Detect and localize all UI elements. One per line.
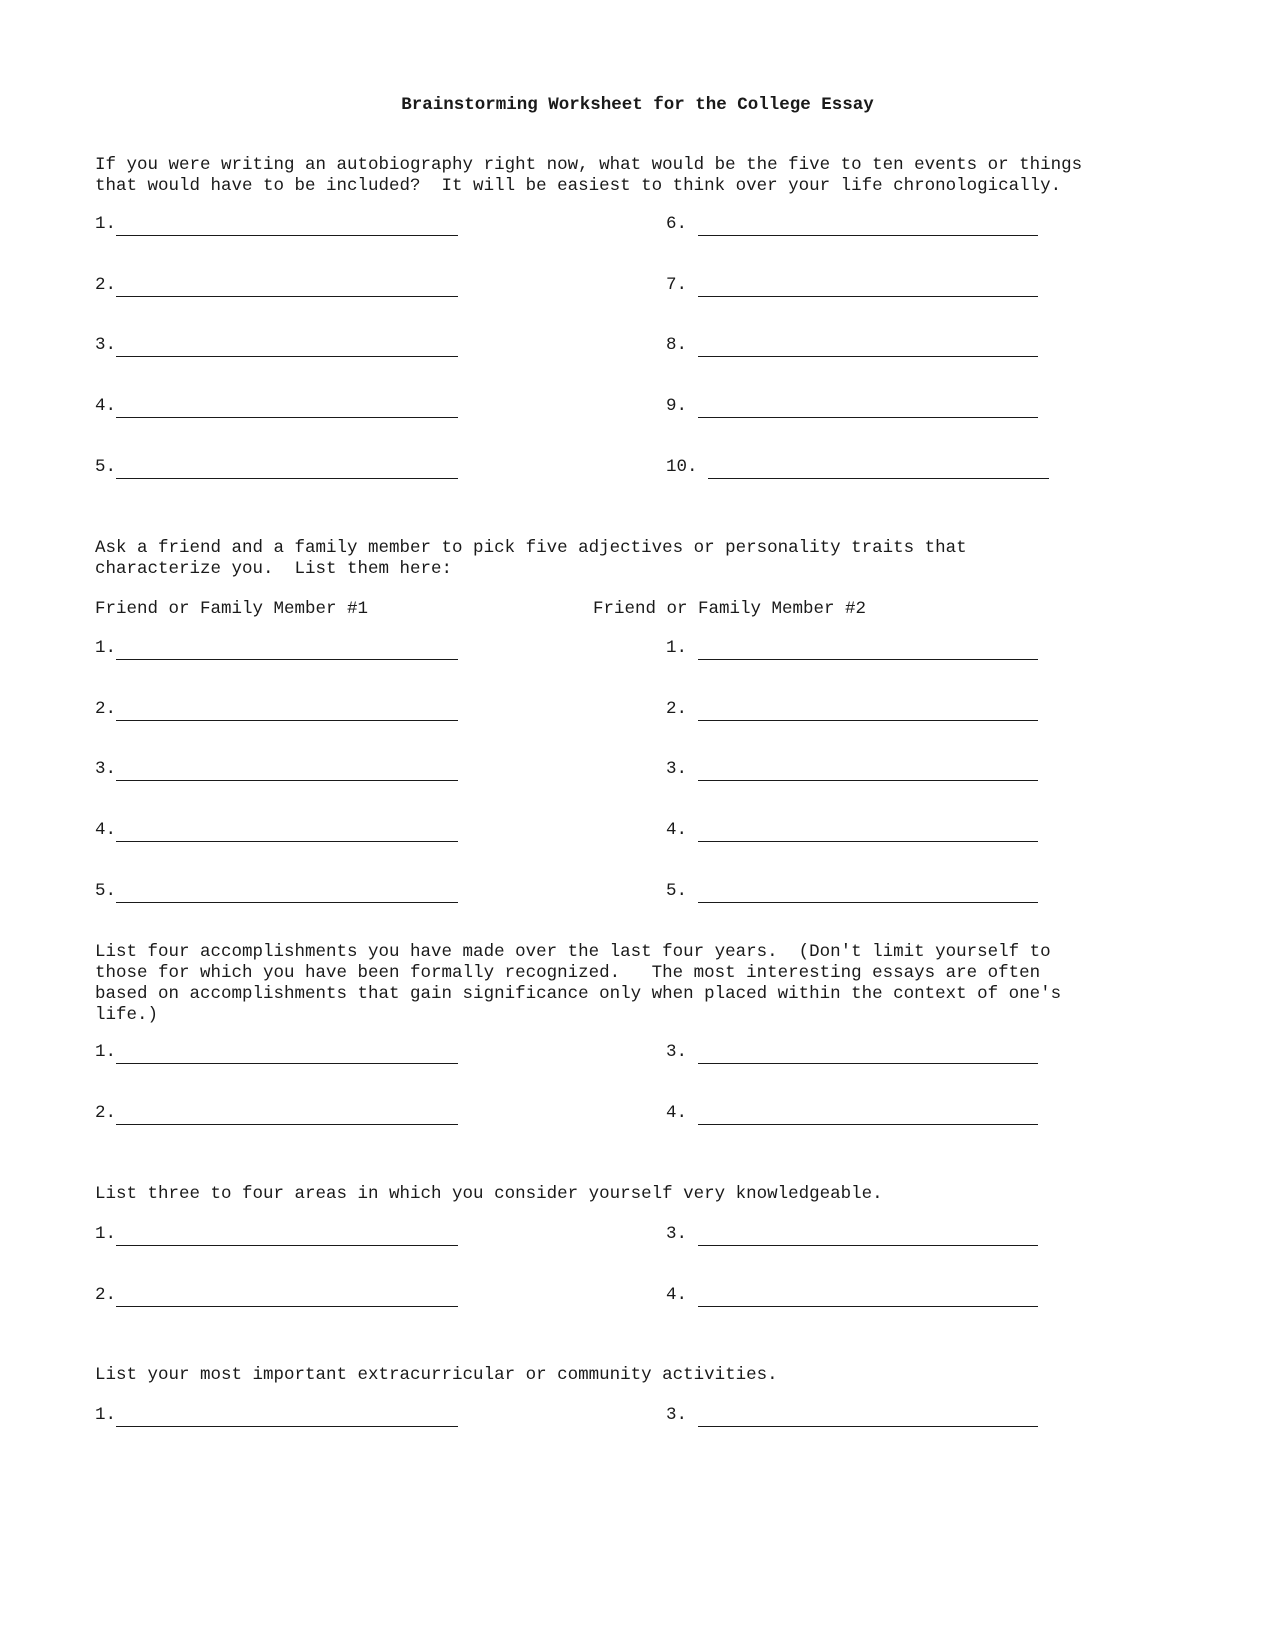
section-prompt — [95, 942, 1061, 1026]
item-number: 1. — [95, 214, 117, 234]
prompt-line: List four accomplishments you have made over the last four years. (Don't limit yourself to — [95, 942, 1051, 962]
page-title: Brainstorming Worksheet for the College Essay — [401, 95, 874, 115]
section-prompt — [95, 1184, 883, 1205]
item-number: 3. — [666, 1042, 688, 1062]
list-item-row — [95, 1101, 458, 1125]
list-item-row — [95, 879, 458, 903]
answer-blank-line[interactable] — [116, 659, 458, 660]
list-item-row — [95, 455, 458, 479]
item-number: 2. — [95, 698, 117, 719]
answer-blank-line[interactable] — [116, 235, 458, 236]
list-item-row — [95, 697, 458, 721]
answer-blank-line[interactable] — [116, 1245, 458, 1246]
prompt-line: that would have to be included? It will be easiest to think over your life chronologically. — [95, 176, 1062, 196]
list-item-row — [95, 818, 458, 842]
answer-blank-line[interactable] — [698, 296, 1038, 297]
list-item-row — [95, 1403, 458, 1427]
item-number: 10. — [666, 456, 698, 477]
item-number: 1. — [666, 638, 688, 658]
answer-blank-line[interactable] — [698, 1124, 1038, 1125]
item-number: 1. — [95, 638, 117, 658]
answer-blank-line[interactable] — [116, 841, 458, 842]
item-number: 2. — [95, 274, 117, 295]
item-number: 2. — [666, 698, 688, 719]
item-number: 2. — [95, 1102, 117, 1123]
answer-blank-line[interactable] — [698, 1426, 1038, 1427]
section-prompt — [95, 1365, 778, 1386]
item-number: 3. — [666, 1224, 688, 1244]
list-item-row — [95, 333, 458, 357]
answer-blank-line[interactable] — [116, 1063, 458, 1064]
item-number: 8. — [666, 335, 688, 356]
item-number: 3. — [95, 335, 117, 356]
list-item-row — [95, 1283, 458, 1307]
answer-blank-line[interactable] — [116, 356, 458, 357]
prompt-line: If you were writing an autobiography right now, what would be the five to ten events or things — [95, 155, 1083, 175]
item-number: 4. — [95, 820, 117, 841]
item-number: 5. — [95, 456, 117, 477]
answer-blank-line[interactable] — [116, 417, 458, 418]
list-item-row — [666, 879, 1038, 903]
prompt-line: List your most important extracurricular or community activities. — [95, 1365, 778, 1385]
list-item-row — [95, 1222, 458, 1246]
list-item-row — [666, 333, 1038, 357]
list-item-row — [666, 1101, 1038, 1125]
answer-blank-line[interactable] — [116, 720, 458, 721]
column-header-member-2: Friend or Family Member #2 — [593, 599, 867, 619]
item-number: 5. — [666, 880, 688, 901]
item-number: 3. — [95, 759, 117, 780]
item-number: 4. — [666, 1284, 688, 1305]
column-header-member-1: Friend or Family Member #1 — [95, 599, 369, 619]
prompt-line: life.) — [95, 1005, 159, 1025]
answer-blank-line[interactable] — [116, 1306, 458, 1307]
item-number: 1. — [95, 1405, 117, 1425]
list-item-row — [666, 212, 1038, 236]
answer-blank-line[interactable] — [698, 417, 1038, 418]
list-item-row — [95, 636, 458, 660]
prompt-line: characterize you. List them here: — [95, 559, 453, 579]
list-item-row — [666, 1222, 1038, 1246]
list-item-row — [95, 757, 458, 781]
item-number: 6. — [666, 214, 688, 234]
item-number: 4. — [666, 820, 688, 841]
list-item-row — [666, 1040, 1038, 1064]
item-number: 5. — [95, 880, 117, 901]
list-item-row — [95, 273, 458, 297]
answer-blank-line[interactable] — [698, 235, 1038, 236]
answer-blank-line[interactable] — [116, 478, 458, 479]
answer-blank-line[interactable] — [116, 780, 458, 781]
list-item-row — [666, 697, 1038, 721]
answer-blank-line[interactable] — [698, 841, 1038, 842]
item-number: 9. — [666, 396, 688, 417]
item-number: 3. — [666, 1405, 688, 1425]
list-item-row — [95, 1040, 458, 1064]
prompt-line: Ask a friend and a family member to pick five adjectives or personality traits that — [95, 538, 967, 558]
item-number: 7. — [666, 274, 688, 295]
list-item-row — [95, 394, 458, 418]
list-item-row — [666, 273, 1038, 297]
answer-blank-line[interactable] — [698, 1245, 1038, 1246]
item-number: 3. — [666, 759, 688, 780]
list-item-row — [666, 455, 1049, 479]
answer-blank-line[interactable] — [698, 659, 1038, 660]
answer-blank-line[interactable] — [698, 1063, 1038, 1064]
list-item-row — [666, 394, 1038, 418]
list-item-row — [666, 1283, 1038, 1307]
answer-blank-line[interactable] — [116, 296, 458, 297]
answer-blank-line[interactable] — [708, 478, 1049, 479]
prompt-line: those for which you have been formally recognized. The most interesting essays are often — [95, 963, 1041, 983]
item-number: 1. — [95, 1042, 117, 1062]
answer-blank-line[interactable] — [116, 1426, 458, 1427]
prompt-line: List three to four areas in which you consider yourself very knowledgeable. — [95, 1184, 883, 1204]
answer-blank-line[interactable] — [698, 902, 1038, 903]
item-number: 4. — [666, 1102, 688, 1123]
answer-blank-line[interactable] — [116, 1124, 458, 1125]
answer-blank-line[interactable] — [116, 902, 458, 903]
answer-blank-line[interactable] — [698, 780, 1038, 781]
section-prompt — [95, 155, 1082, 197]
list-item-row — [666, 818, 1038, 842]
section-prompt — [95, 538, 967, 580]
answer-blank-line[interactable] — [698, 720, 1038, 721]
answer-blank-line[interactable] — [698, 1306, 1038, 1307]
item-number: 1. — [95, 1224, 117, 1244]
item-number: 2. — [95, 1284, 117, 1305]
list-item-row — [95, 212, 458, 236]
answer-blank-line[interactable] — [698, 356, 1038, 357]
list-item-row — [666, 757, 1038, 781]
prompt-line: based on accomplishments that gain significance only when placed within the context of one's — [95, 984, 1062, 1004]
list-item-row — [666, 636, 1038, 660]
list-item-row — [666, 1403, 1038, 1427]
item-number: 4. — [95, 396, 117, 417]
